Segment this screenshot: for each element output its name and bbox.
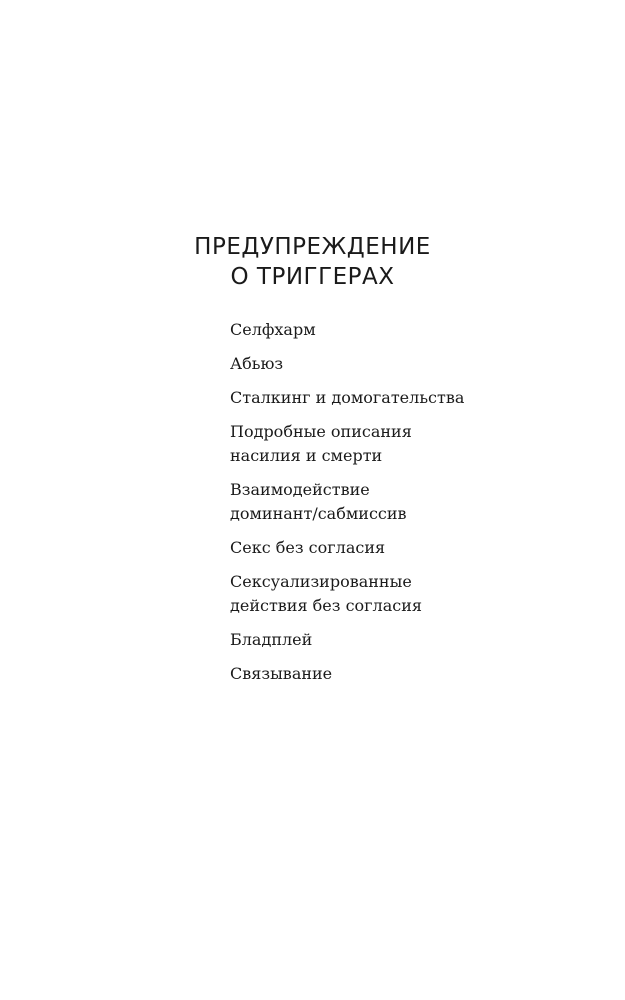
- page-title-line-2: О ТРИГГЕРАХ: [230, 264, 395, 290]
- list-item-text-line-1: Сексуализированные: [230, 572, 412, 591]
- list-item-text-line-2: действия без согласия: [230, 596, 422, 615]
- list-item-text-line-2: доминант/сабмиссив: [230, 504, 407, 523]
- list-item-violence-death: [230, 420, 560, 468]
- list-item-text: Селфхарм: [230, 320, 316, 339]
- list-item-text-line-2: насилия и смерти: [230, 446, 383, 465]
- list-item-text: Секс без согласия: [230, 538, 386, 557]
- list-item-text-line-1: Подробные описания: [230, 422, 412, 441]
- list-item-bloodplay: [230, 628, 560, 652]
- list-item-abuse: [230, 352, 560, 376]
- page-title: [0, 232, 625, 292]
- list-item-dom-sub: [230, 478, 560, 526]
- list-item-text: Связывание: [230, 664, 333, 683]
- list-item-text: Бладплей: [230, 630, 313, 649]
- list-item-noncon: [230, 536, 560, 560]
- list-item-text: Абьюз: [230, 354, 284, 373]
- list-item-text-line-1: Взаимодействие: [230, 480, 370, 499]
- list-item-text: Сталкинг и домогательства: [230, 388, 465, 407]
- list-item-stalking: [230, 386, 560, 410]
- list-item-sexualized-noncon: [230, 570, 560, 618]
- list-item-bondage: [230, 662, 560, 686]
- page-title-line-1: ПРЕДУПРЕЖДЕНИЕ: [194, 234, 431, 260]
- list-item-selfharm: [230, 318, 560, 342]
- trigger-warning-list: [230, 318, 560, 696]
